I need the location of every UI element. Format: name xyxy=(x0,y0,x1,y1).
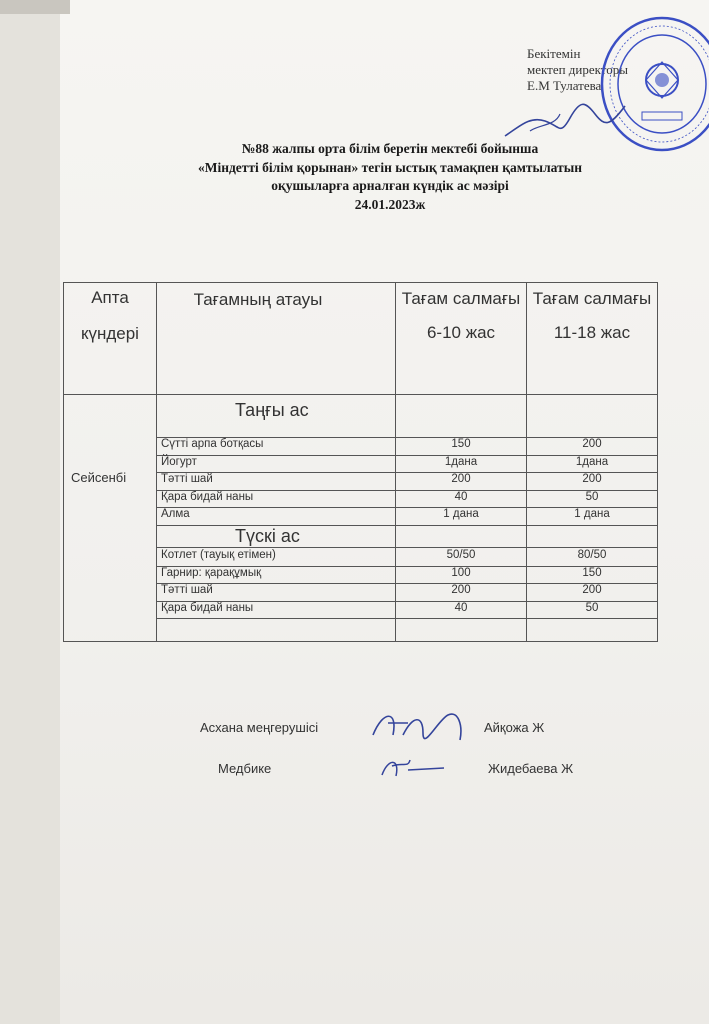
menu-table xyxy=(63,282,658,642)
col-header-day: Апта күндері xyxy=(81,288,139,343)
menu-item-name: Гарнир: қарақұмық xyxy=(161,566,262,579)
menu-item-weight-a: 200 xyxy=(451,584,471,596)
day-cell: Сейсенбі xyxy=(71,470,127,485)
header-line-2: «Міндетті білім қорынан» тегін ыстық тамақпен қамтылатын xyxy=(197,159,583,175)
underlying-sheet xyxy=(0,0,60,1024)
document-header xyxy=(100,140,680,214)
menu-item-weight-b: 50 xyxy=(585,490,599,503)
menu-item-name: Котлет (тауық етімен) xyxy=(161,549,276,561)
footer-name-1: Айқожа Ж xyxy=(484,720,545,735)
header-line-3: оқушыларға арналған күндік ас мәзірі xyxy=(271,178,509,193)
menu-item-name: Қара бидай наны xyxy=(161,601,254,614)
menu-item-weight-b: 200 xyxy=(582,473,602,485)
table-row-divider xyxy=(156,525,658,526)
menu-item-weight-a: 50/50 xyxy=(446,549,476,561)
table-header-divider xyxy=(63,394,658,395)
approval-line-1: Бекітемін xyxy=(527,46,581,61)
menu-item-weight-b: 80/50 xyxy=(577,549,607,561)
col-header-weight-a: Тағам салмағы 6-10 жас xyxy=(401,289,521,342)
menu-item-weight-a: 40 xyxy=(454,601,468,614)
menu-item-weight-b: 1 дана xyxy=(574,508,610,520)
table-border-right xyxy=(657,282,658,642)
footer-name-2: Жидебаева Ж xyxy=(488,761,574,776)
table-col-divider-2 xyxy=(395,282,396,642)
menu-item-weight-a: 200 xyxy=(451,473,471,485)
menu-item-name: Тәтті шай xyxy=(161,584,213,596)
table-col-divider-3 xyxy=(526,282,527,642)
lunch-title-divider xyxy=(156,547,658,548)
menu-item-name: Қара бидай наны xyxy=(161,490,254,503)
table-border-bottom xyxy=(63,641,658,642)
table-row-divider xyxy=(156,618,658,619)
col-header-name: Тағамның атауы xyxy=(193,290,323,309)
signature-1-icon xyxy=(368,705,468,745)
menu-item-name: Сүтті арпа ботқасы xyxy=(161,438,264,450)
header-line-1: №88 жалпы орта білім беретін мектебі бойынша xyxy=(241,141,539,156)
menu-item-weight-a: 40 xyxy=(454,490,468,503)
menu-item-weight-a: 100 xyxy=(451,566,471,579)
breakfast-title: Таңғы ас xyxy=(235,400,309,420)
table-col-divider-1 xyxy=(156,282,157,642)
background-corner xyxy=(0,0,70,14)
menu-item-weight-b: 200 xyxy=(582,438,602,450)
lunch-title: Түскі ас xyxy=(235,526,300,546)
menu-item-weight-b: 150 xyxy=(582,566,602,579)
menu-item-weight-b: 1дана xyxy=(575,455,609,468)
menu-item-weight-b: 50 xyxy=(585,601,599,614)
approval-line-2: мектеп директоры xyxy=(527,62,629,77)
menu-item-weight-a: 1 дана xyxy=(443,508,479,520)
footer-role-2: Медбике xyxy=(218,761,272,776)
menu-item-weight-a: 150 xyxy=(451,438,471,450)
footer-role-1: Асхана меңгерушісі xyxy=(200,720,319,735)
header-date: 24.01.2023ж xyxy=(354,196,426,212)
menu-item-weight-a: 1дана xyxy=(444,455,478,468)
menu-item-weight-b: 200 xyxy=(582,584,602,596)
menu-item-name: Йогурт xyxy=(161,455,197,468)
approval-line-3: Е.М Тулатева xyxy=(527,78,602,93)
table-border-left xyxy=(63,282,64,642)
signature-2-icon xyxy=(378,750,448,782)
menu-item-name: Тәтті шай xyxy=(161,473,213,485)
director-signature-icon xyxy=(500,96,630,146)
col-header-weight-b: Тағам салмағы 11-18 жас xyxy=(532,289,652,342)
menu-item-name: Алма xyxy=(161,508,190,520)
